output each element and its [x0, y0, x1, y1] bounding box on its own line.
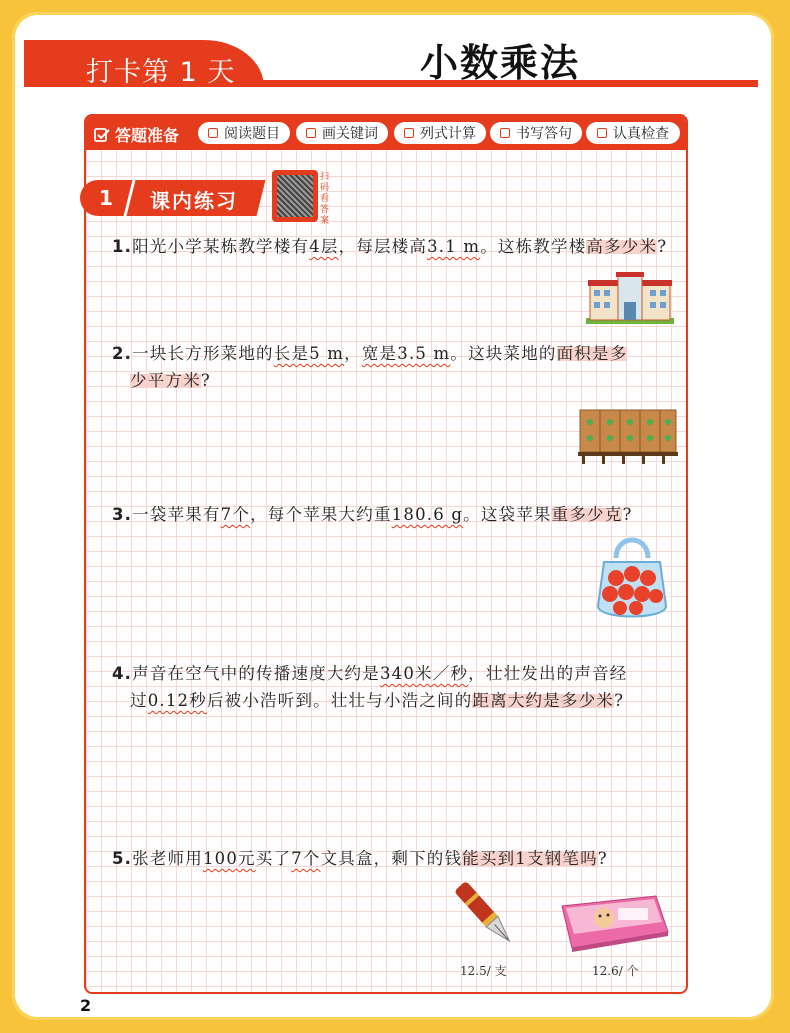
question-text: 阳光小学某栋教学楼有 — [132, 237, 310, 256]
keyword: 3.1 m — [427, 237, 481, 256]
checkbox-icon — [597, 128, 607, 138]
page-number: 2 — [80, 996, 92, 1015]
step-label: 认真检查 — [613, 126, 669, 142]
question-text: 。这块菜地的 — [450, 344, 557, 363]
keyword: 长是5 m — [273, 344, 345, 363]
qr-code[interactable] — [272, 170, 332, 224]
question-number: 3. — [112, 505, 133, 524]
keyword: 7个 — [220, 505, 251, 524]
question-text: ? — [200, 371, 211, 390]
keyword: 340米／秒 — [379, 664, 469, 683]
step-label: 阅读题目 — [224, 126, 280, 142]
step-label: 画关键词 — [322, 126, 378, 142]
question-4 — [112, 660, 682, 714]
keyword: 0.12秒 — [147, 691, 207, 710]
qr-code-icon — [272, 170, 318, 222]
pencil-case-price: 12.6/ 个 — [592, 964, 639, 978]
question-3 — [112, 501, 682, 528]
checkbox-icon — [500, 128, 510, 138]
keyword: 4层 — [309, 237, 339, 256]
question-number: 2. — [112, 344, 133, 363]
question-text: 买了 — [255, 849, 292, 868]
question-text: 张老师用 — [132, 849, 203, 868]
question-2 — [112, 340, 682, 394]
pencil-case-icon — [558, 892, 670, 952]
prep-label — [94, 123, 179, 146]
qr-caption: 扫码看答案 — [320, 172, 330, 226]
step-calculate — [394, 122, 486, 144]
day-label: 打卡第 1 天 — [86, 57, 236, 88]
keyword: 宽是3.5 m — [361, 344, 451, 363]
question-1 — [112, 233, 682, 260]
checkbox-icon — [306, 128, 316, 138]
checkbox-icon — [208, 128, 218, 138]
step-label: 书写答句 — [516, 126, 572, 142]
question-5 — [112, 845, 682, 872]
apple-bag-icon — [594, 528, 670, 624]
step-label: 列式计算 — [420, 126, 476, 142]
step-mark-keywords — [296, 122, 388, 144]
checkbox-icon — [404, 128, 414, 138]
question-text: 文具盒，剩下的钱 — [320, 849, 463, 868]
question-text: ? — [622, 505, 633, 524]
question-ask: 面积是多 — [556, 344, 628, 363]
question-text: ，每层楼高 — [338, 237, 428, 256]
school-building-icon — [586, 272, 674, 324]
section-title: 课内练习 — [150, 189, 238, 213]
question-number: 5. — [112, 849, 133, 868]
vegetable-garden-icon — [578, 408, 678, 464]
question-ask: 能买到1支钢笔吗 — [462, 849, 598, 868]
prep-label-text: 答题准备 — [115, 126, 180, 145]
keyword: 180.6 g — [391, 505, 464, 524]
question-ask: 重多少克 — [551, 505, 623, 524]
question-ask: 高多少米 — [586, 237, 658, 256]
fountain-pen-icon — [448, 878, 524, 952]
pen-price: 12.5/ 支 — [460, 964, 507, 978]
question-text: ? — [614, 691, 625, 710]
step-write-answer — [490, 122, 582, 144]
question-text: ，壮壮发出的声音经 — [468, 664, 628, 683]
question-ask: 距离大约是多少米 — [472, 691, 615, 710]
question-text: 一袋苹果有 — [132, 505, 221, 524]
question-text: 。这袋苹果 — [463, 505, 552, 524]
keyword: 100元 — [202, 849, 256, 868]
keyword: 7个 — [291, 849, 321, 868]
question-text: ，每个苹果大约重 — [250, 505, 392, 524]
question-text: 一块长方形菜地的 — [132, 344, 274, 363]
question-text: 。这栋教学楼 — [480, 237, 587, 256]
question-number: 4. — [112, 664, 133, 683]
question-number: 1. — [112, 237, 133, 256]
question-text: ， — [344, 344, 362, 363]
page-title: 小数乘法 — [420, 41, 581, 85]
checklist-icon — [94, 127, 110, 143]
question-text: 后被小浩听到。壮壮与小浩之间的 — [206, 691, 473, 710]
question-text: ? — [657, 237, 668, 256]
step-read-question — [198, 122, 290, 144]
section-number: 1 — [80, 180, 132, 216]
question-text: 声音在空气中的传播速度大约是 — [132, 664, 380, 683]
step-check — [586, 122, 680, 144]
question-text: ? — [597, 849, 608, 868]
question-text: 过 — [130, 691, 148, 710]
question-ask: 少平方米 — [130, 371, 201, 390]
